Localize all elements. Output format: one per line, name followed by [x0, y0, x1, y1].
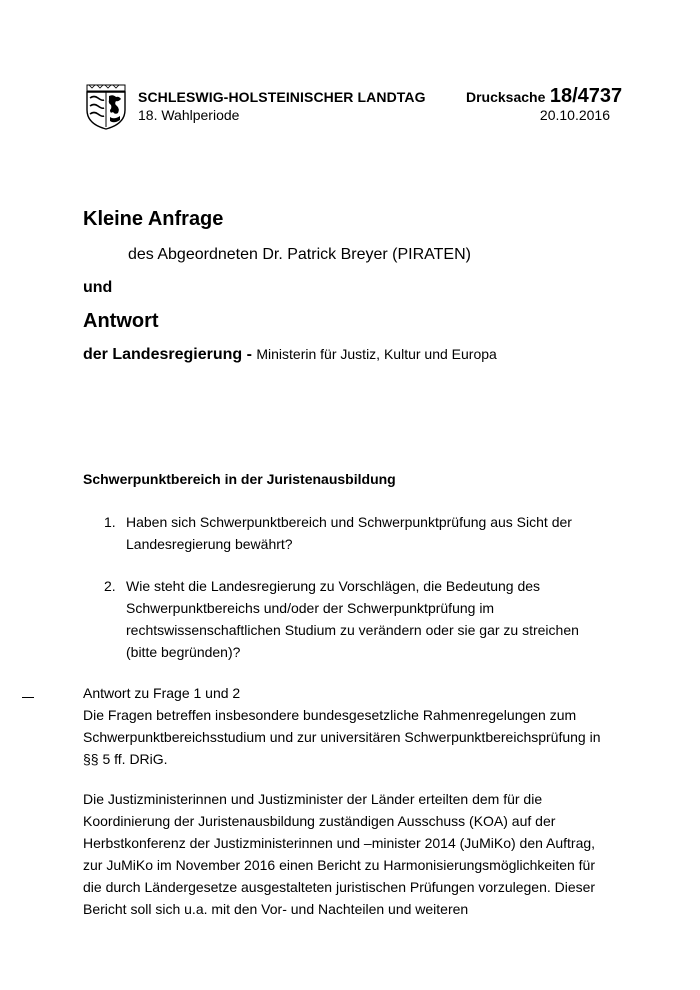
kleine-anfrage-heading: Kleine Anfrage	[83, 208, 224, 230]
question-line: Haben sich Schwerpunktbereich und Schwerpunktprüfung aus Sicht der	[126, 514, 572, 530]
question-line: Schwerpunktbereichs und/oder der Schwerpunktprüfung im	[126, 600, 495, 616]
parliament-name: SCHLESWIG-HOLSTEINISCHER LANDTAG	[138, 89, 426, 105]
deputy-line: des Abgeordneten Dr. Patrick Breyer (PIRATEN)	[128, 246, 471, 263]
antwort-heading: Antwort	[83, 310, 159, 332]
question-line: Wie steht die Landesregierung zu Vorschlägen, die Bedeutung des	[126, 578, 541, 594]
answer-paragraph-2	[83, 788, 623, 920]
question-line: rechtswissenschaftlichen Studium zu verändern oder sie gar zu streichen	[126, 622, 579, 638]
electoral-period: 18. Wahlperiode	[138, 107, 240, 123]
answer-line: Herbstkonferenz der Justizministerinnen und –minister 2014 (JuMiKo) den Auftrag,	[83, 835, 596, 851]
document-label: Drucksache	[466, 89, 546, 105]
answer-heading: Antwort zu Frage 1 und 2	[83, 685, 241, 701]
answer-line: zur JuMiKo im November 2016 einen Bericht zu Harmonisierungsmöglichkeiten für	[83, 857, 596, 873]
answer-line: Koordinierung der Juristenausbildung zuständigen Ausschuss (KOA) auf der	[83, 813, 556, 829]
answer-line: die durch Ländergesetze ausgestalteten juristischen Prüfungen vorzulegen. Dieser	[83, 879, 596, 895]
answer-line: Bericht soll sich u.a. mit den Vor- und Nachteilen und weiteren	[83, 901, 469, 917]
question-line: Landesregierung bewährt?	[126, 536, 293, 552]
subject-heading: Schwerpunktbereich in der Juristenausbildung	[83, 471, 396, 487]
und-label: und	[83, 279, 113, 296]
government-line	[83, 346, 497, 364]
question-line: (bitte begründen)?	[126, 644, 241, 660]
answer-line: §§ 5 ff. DRiG.	[83, 751, 168, 767]
document-date: 20.10.2016	[539, 107, 610, 123]
answer-line: Die Justizministerinnen und Justizminister der Länder erteilten dem für die	[83, 791, 543, 807]
margin-mark	[22, 697, 34, 698]
question-number: 1.	[104, 514, 116, 530]
answer-line: Die Fragen betreffen insbesondere bundesgesetzliche Rahmenregelungen zum	[83, 707, 577, 723]
coat-of-arms-logo	[86, 84, 126, 130]
ministry-name: Ministerin für Justiz, Kultur und Europa	[256, 346, 497, 362]
answer-section	[83, 682, 623, 770]
answer-line: Schwerpunktbereichsstudium und zur universitären Schwerpunktbereichsprüfung in	[83, 729, 601, 745]
document-number: 18/4737	[549, 85, 623, 107]
government-label: der Landesregierung -	[83, 346, 257, 363]
document-number-block	[466, 85, 622, 108]
question-number: 2.	[104, 578, 116, 594]
